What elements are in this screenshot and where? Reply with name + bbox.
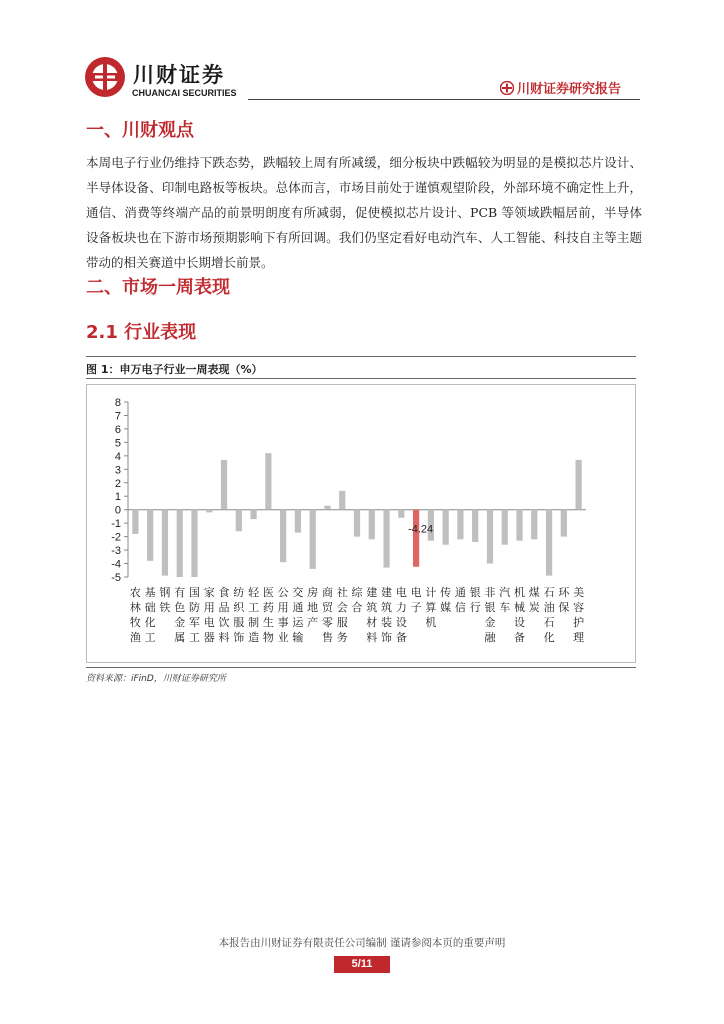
page-number: 5/11 bbox=[334, 956, 390, 973]
category-label: 钢铁 bbox=[159, 586, 171, 614]
bar-1 bbox=[132, 510, 138, 534]
category-label: 环保 bbox=[558, 586, 570, 614]
y-tick-label: -1 bbox=[111, 518, 121, 531]
category-label: 计算机 bbox=[425, 586, 437, 629]
bar-5 bbox=[191, 510, 197, 577]
bar-29 bbox=[546, 510, 552, 576]
category-label: 纺织服饰 bbox=[233, 586, 245, 644]
category-label: 交通运输 bbox=[292, 586, 304, 644]
category-label: 非银金融 bbox=[484, 586, 496, 644]
report-tag-label: 川财证券研究报告 bbox=[517, 82, 622, 97]
y-tick-label: 6 bbox=[114, 423, 121, 436]
y-tick-label: -4 bbox=[111, 558, 121, 571]
y-tick-label: -5 bbox=[111, 572, 121, 584]
bar-23 bbox=[457, 510, 463, 540]
industry-weekly-bar-chart bbox=[86, 384, 636, 663]
bar-19 bbox=[398, 510, 404, 518]
category-label: 家用电器 bbox=[203, 586, 215, 644]
section-title-industry: 2.1 行业表现 bbox=[86, 322, 197, 343]
category-label: 建筑材料 bbox=[366, 586, 378, 644]
bar-10 bbox=[265, 453, 271, 510]
bar-2 bbox=[147, 510, 153, 561]
y-tick-label: 1 bbox=[114, 491, 121, 504]
y-tick-label: 5 bbox=[114, 437, 121, 450]
category-label: 建筑装饰 bbox=[381, 586, 393, 644]
view-paragraph: 本周电子行业仍维持下跌态势，跌幅较上周有所减缓，细分板块中跌幅较为明显的是模拟芯片设计、半导体设备、印制电路板等板块。总体而言，市场目前处于谨慎观望阶段，外部环境不确定性上升，通信、消费等终端产品的前景明朗度有所减弱，促使模拟芯片设计、PCB 等领域跌幅居前，半导体设备板块也在下游市场预期影响下有所回调。我们仍坚定看好电动汽车、人工智能、科技自主等主题带动的相关赛道中长期增长前景。 bbox=[86, 155, 642, 270]
category-label: 有色金属 bbox=[174, 586, 186, 644]
report-tag bbox=[500, 78, 621, 97]
bar-28 bbox=[531, 510, 537, 540]
bar-27 bbox=[516, 510, 522, 541]
bar-24 bbox=[472, 510, 478, 542]
company-logo-small-icon bbox=[500, 81, 514, 95]
y-tick-label: -2 bbox=[111, 531, 121, 544]
bar-16 bbox=[354, 510, 360, 537]
bar-30 bbox=[561, 510, 567, 537]
bar-3 bbox=[162, 510, 168, 576]
section-title-market: 二、市场一周表现 bbox=[86, 277, 230, 298]
category-label: 电力设备 bbox=[395, 586, 407, 644]
y-tick-label: 4 bbox=[114, 450, 121, 463]
section-title-view: 一、川财观点 bbox=[86, 120, 194, 141]
y-tick-label: 8 bbox=[114, 397, 121, 409]
category-label: 传媒 bbox=[440, 586, 452, 614]
highlight-data-label: -4.24 bbox=[408, 523, 434, 536]
bar-7 bbox=[221, 460, 227, 510]
category-label: 社会服务 bbox=[336, 586, 348, 644]
category-label: 农林牧渔 bbox=[129, 586, 141, 644]
bar-4 bbox=[177, 510, 183, 577]
category-label: 机械设备 bbox=[514, 586, 526, 644]
y-tick-label: -3 bbox=[111, 545, 121, 558]
category-label: 石油石化 bbox=[543, 586, 555, 644]
figure-title-rule bbox=[86, 378, 636, 379]
category-label: 公用事业 bbox=[277, 586, 289, 644]
bar-12 bbox=[295, 510, 301, 533]
bar-31 bbox=[576, 460, 582, 510]
bar-17 bbox=[369, 510, 375, 540]
bar-13 bbox=[310, 510, 316, 569]
bar-6 bbox=[206, 510, 212, 513]
bar-20 bbox=[413, 510, 419, 567]
bar-9 bbox=[250, 510, 256, 519]
category-label: 商贸零售 bbox=[321, 586, 333, 644]
bar-26 bbox=[502, 510, 508, 545]
category-label: 电子 bbox=[410, 586, 422, 614]
bar-11 bbox=[280, 510, 286, 563]
category-label: 轻工制造 bbox=[248, 586, 260, 644]
company-name-cn: 川财证券 bbox=[133, 63, 225, 87]
y-tick-label: 7 bbox=[114, 410, 121, 423]
category-label: 房地产 bbox=[307, 586, 319, 629]
y-tick-label: 2 bbox=[114, 477, 121, 490]
category-label: 食品饮料 bbox=[218, 586, 230, 644]
bar-15 bbox=[339, 491, 345, 510]
bar-8 bbox=[236, 510, 242, 532]
company-name-en: CHUANCAI SECURITIES bbox=[132, 88, 237, 98]
category-label: 美容护理 bbox=[573, 586, 585, 644]
category-label: 综合 bbox=[351, 586, 363, 614]
company-logo-icon bbox=[84, 56, 126, 98]
figure-title: 图 1：申万电子行业一周表现（%） bbox=[86, 363, 263, 376]
bar-25 bbox=[487, 510, 493, 564]
figure-source: 资料来源：iFinD，川财证券研究所 bbox=[86, 674, 226, 684]
bar-14 bbox=[324, 506, 330, 510]
footer-disclaimer: 本报告由川财证券有限责任公司编制 谨请参阅本页的重要声明 bbox=[218, 937, 506, 949]
category-label: 银行 bbox=[469, 586, 481, 614]
bar-22 bbox=[443, 510, 449, 545]
bar-18 bbox=[383, 510, 389, 568]
category-label: 通信 bbox=[454, 586, 466, 614]
category-label: 煤炭 bbox=[528, 586, 540, 614]
category-label: 医药生物 bbox=[262, 586, 274, 644]
category-label: 汽车 bbox=[499, 586, 511, 614]
header-divider bbox=[248, 99, 640, 100]
y-tick-label: 0 bbox=[114, 504, 121, 517]
figure-top-rule bbox=[86, 356, 636, 357]
figure-bottom-rule bbox=[86, 667, 636, 668]
category-label: 国防军工 bbox=[188, 586, 200, 644]
category-label: 基础化工 bbox=[144, 586, 156, 644]
y-tick-label: 3 bbox=[114, 464, 121, 477]
